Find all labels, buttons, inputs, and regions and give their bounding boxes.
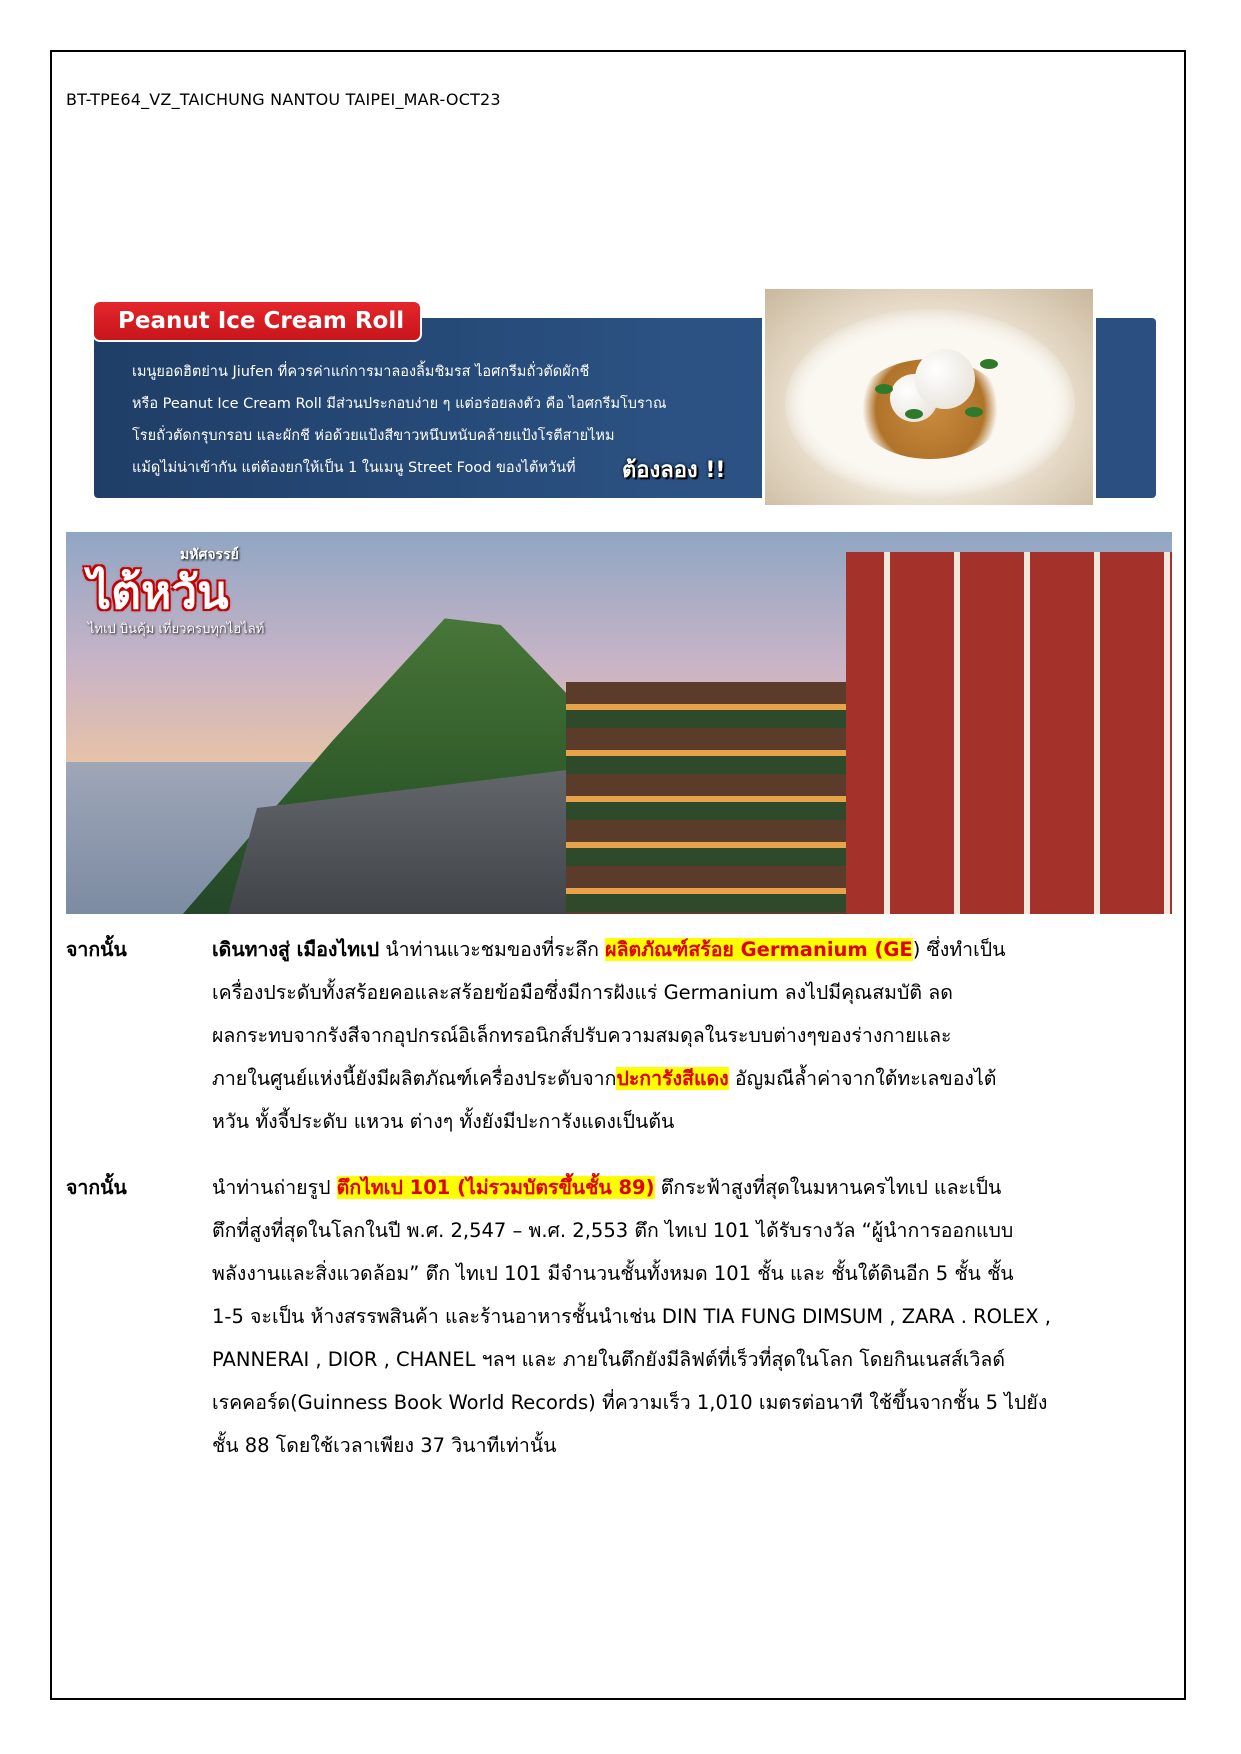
ice-cream-photo — [762, 286, 1096, 508]
text-run: นำท่านแวะชมของที่ระลึก — [379, 938, 606, 961]
banner-line: โรยถั่วตัดกรุบกรอบ และผักชี ห่อด้วยแป้งสีขาวหนึบหนับคล้ายแป้งโรตีสายไหม — [132, 428, 615, 444]
taiwan-brand-logo — [88, 544, 264, 639]
section-body — [212, 1166, 1172, 1467]
banner-line: เมนูยอดฮิตย่าน Jiufen ที่ควรค่าแก่การมาลองลิ้มชิมรส ไอศกรีมถั่วตัดผักชี — [132, 364, 590, 380]
document-code: BT-TPE64_VZ_TAICHUNG NANTOU TAIPEI_MAR-OCT23 — [66, 90, 501, 109]
text-run: ) ซึ่งทำเป็น — [912, 938, 1006, 961]
banner-title: Peanut Ice Cream Roll — [92, 300, 422, 342]
text-line: เครื่องประดับทั้งสร้อยคอและสร้อยข้อมือซึ่งมีการฝังแร่ Germanium ลงไปมีคุณสมบัติ ลด — [212, 981, 953, 1004]
brand-tagline: ไทเป บินคุ้ม เที่ยวครบทุกไฮไลท์ — [88, 622, 265, 637]
section-label: จากนั้น — [66, 1176, 127, 1199]
text-line: ตึกที่สูงที่สุดในโลกในปี พ.ศ. 2,547 – พ.ศ. 2,553 ตึก ไทเป 101 ได้รับรางวัล “ผู้นำการออกแบบ — [212, 1219, 1014, 1242]
itinerary-section-taipei-101 — [66, 1166, 1172, 1486]
jiufen-scenic-photo — [66, 532, 1172, 914]
destination-text: เดินทางสู่ เมืองไทเป — [212, 938, 380, 961]
text-line: พลังงานและสิ่งแวดล้อม” ตึก ไทเป 101 มีจำนวนชั้นทั้งหมด 101 ชั้น และ ชั้นใต้ดินอีก 5 ชั้น ชั้น — [212, 1262, 1014, 1285]
text-run: ภายในศูนย์แห่งนี้ยังมีผลิตภัณฑ์เครื่องประดับจาก — [212, 1067, 617, 1090]
peanut-ice-cream-banner — [92, 300, 1160, 510]
text-line: หวัน ทั้งจี้ประดับ แหวน ต่างๆ ทั้งยังมีปะการังแดงเป็นต้น — [212, 1110, 675, 1133]
section-label: จากนั้น — [66, 938, 127, 961]
brand-title: ไต้หวัน — [88, 565, 229, 619]
highlight-red-coral: ปะการังสีแดง — [616, 1067, 729, 1090]
text-line: ชั้น 88 โดยใช้เวลาเพียง 37 วินาทีเท่านั้น — [212, 1434, 557, 1457]
banner-line: หรือ Peanut Ice Cream Roll มีส่วนประกอบง่าย ๆ แต่อร่อยลงตัว คือ ไอศกรีมโบราณ — [132, 396, 667, 412]
highlight-germanium: ผลิตภัณฑ์สร้อย Germanium (GE — [605, 938, 913, 961]
itinerary-section-germanium — [66, 928, 1172, 1148]
highlight-taipei-101: ตึกไทเป 101 (ไม่รวมบัตรขึ้นชั้น 89) — [336, 1176, 655, 1199]
banner-line: แม้ดูไม่น่าเข้ากัน แต่ต้องยกให้เป็น 1 ในเมนู Street Food ของไต้หวันที่ — [132, 460, 576, 476]
must-try-label: ต้องลอง !! — [622, 458, 726, 483]
section-body — [212, 928, 1172, 1143]
text-run: ตึกระฟ้าสูงที่สุดในมหานครไทเป และเป็น — [654, 1176, 1002, 1199]
text-line: เรคคอร์ด(Guinness Book World Records) ที่ความเร็ว 1,010 เมตรต่อนาที ใช้ขึ้นจากชั้น 5 ไปยัง — [212, 1391, 1048, 1414]
text-run: อัญมณีล้ำค่าจากใต้ทะเลของไต้ — [728, 1067, 997, 1090]
text-run: นำท่านถ่ายรูป — [212, 1176, 337, 1199]
text-line: PANNERAI , DIOR , CHANEL ฯลฯ และ ภายในตึกยังมีลิฟต์ที่เร็วที่สุดในโลก โดยกินเนสส์เวิลด์ — [212, 1348, 1006, 1371]
text-line: ผลกระทบจากรังสีจากอุปกรณ์อิเล็กทรอนิกส์ปรับความสมดุลในระบบต่างๆของร่างกายและ — [212, 1024, 952, 1047]
text-line: 1-5 จะเป็น ห้างสรรพสินค้า และร้านอาหารชั้นนำเช่น DIN TIA FUNG DIMSUM , ZARA . ROLEX , — [212, 1305, 1051, 1328]
brand-small-text: มหัศจรรย์ — [180, 547, 239, 563]
